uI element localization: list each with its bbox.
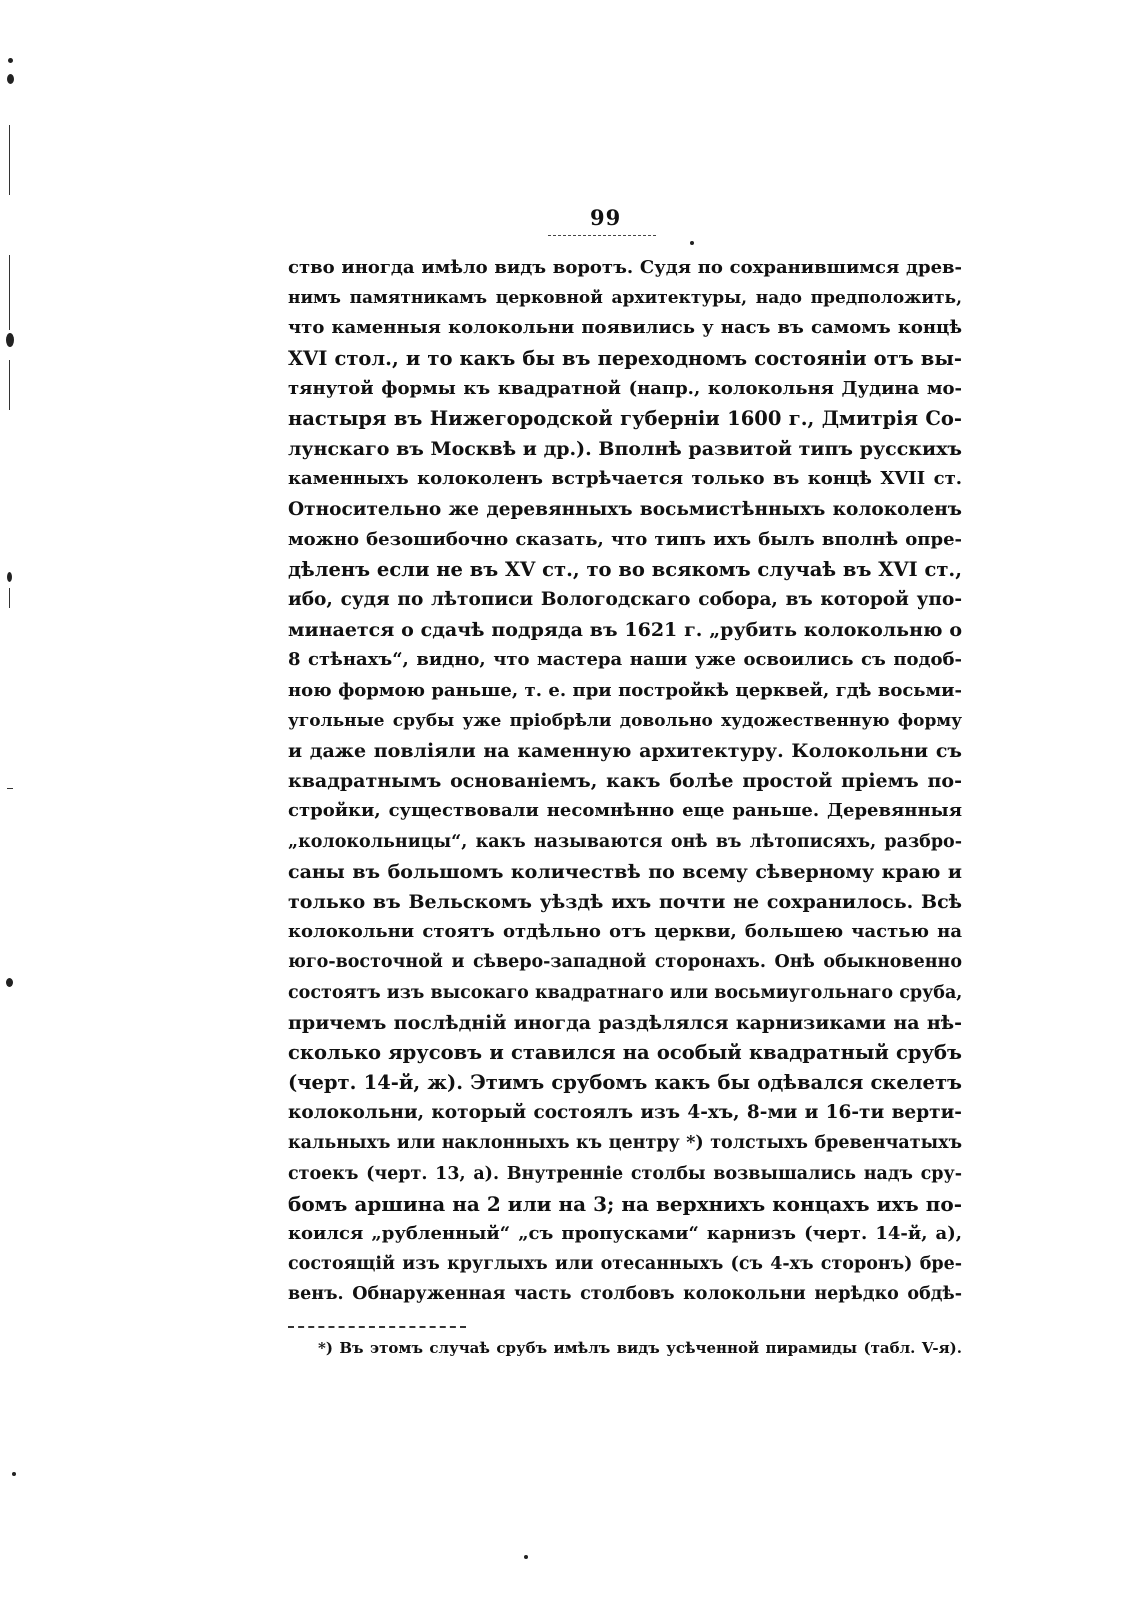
text-line: стоекъ (черт. 13, а). Внутренніе столбы возвышались надъ сру- [288,1163,962,1184]
text-line: колокольни, который состоялъ изъ 4-хъ, 8-ми и 16-ти верти- [288,1102,962,1124]
text-line: коился „рубленный“ „съ пропусками“ карнизъ (черт. 14-й, а), [288,1223,962,1244]
text-line: саны въ большомъ количествѣ по всему сѣверному краю и [288,860,962,883]
scan-speck [690,241,694,245]
scan-speck [12,1472,16,1476]
page-number-rule [548,235,656,236]
text-line: юго-восточной и сѣверо-западной сторонахъ. Онѣ обыкновенно [288,952,962,973]
text-line: ибо, судя по лѣтописи Вологодскаго собора, въ которой упо- [288,589,962,611]
text-line: Относительно же деревянныхъ восьмистѣнныхъ колоколенъ [288,498,962,520]
text-line: состоятъ изъ высокаго квадратнаго или восьмиугольнаго сруба, [288,982,963,1003]
body-text [288,253,962,1310]
scan-speck [8,58,13,63]
text-line: минается о сдачѣ подряда въ 1621 г. „рубить колокольню о [288,619,962,642]
text-line: угольные срубы уже пріобрѣли довольно художественную форму [288,710,962,731]
scan-speck [6,978,13,987]
text-line: стройки, существовали несомнѣнно еще раньше. Деревянныя [288,800,962,822]
scan-margin-line [7,788,13,789]
text-line: сколько ярусовъ и ставился на особый квадратный срубъ [288,1040,962,1064]
page-number: 99 [590,205,622,230]
scan-margin-line [9,588,10,608]
scan-speck [7,572,12,582]
footnote: *) Въ этомъ случаѣ срубъ имѣлъ видъ усѣченной пирамиды (табл. V-я). [318,1339,962,1357]
text-line: бомъ аршина на 2 или на 3; на верхнихъ концахъ ихъ по- [288,1191,962,1216]
text-line: XVI стол., и то какъ бы въ переходномъ состояніи отъ вы- [288,346,962,370]
text-line: ство иногда имѣло видъ воротъ. Судя по сохранившимся древ- [288,257,962,278]
scan-margin-line [9,125,10,195]
text-line: можно безошибочно сказать, что типъ ихъ былъ вполнѣ опре- [288,528,962,550]
text-line: венъ. Обнаруженная часть столбовъ колокольни нерѣдко обдѣ- [288,1284,962,1305]
text-line: что каменныя колокольни появились у насъ въ самомъ концѣ [288,317,962,339]
text-line: колокольни стоятъ отдѣльно отъ церкви, большею частью на [288,921,962,943]
text-line: ною формою раньше, т. е. при постройкѣ церквей, гдѣ восьми- [288,679,962,701]
scan-speck [6,333,14,347]
text-line: (черт. 14-й, ж). Этимъ срубомъ какъ бы одѣвался скелетъ [288,1071,962,1095]
text-line: причемъ послѣдній иногда раздѣлялся карнизиками на нѣ- [288,1011,962,1034]
scan-speck [7,74,14,84]
text-line: состоящій изъ круглыхъ или отесанныхъ (съ 4-хъ сторонъ) бре- [288,1254,962,1275]
text-line: тянутой формы къ квадратной (напр., колокольня Дудина мо- [288,377,962,399]
scan-speck [524,1555,528,1559]
footnote-rule [288,1326,466,1328]
scan-margin-line [9,255,10,330]
text-line: каменныхъ колоколенъ встрѣчается только въ концѣ XVII ст. [288,468,962,490]
text-line: лунскаго въ Москвѣ и др.). Вполнѣ развитой типъ русскихъ [288,438,962,461]
text-line: кальныхъ или наклонныхъ къ центру *) толстыхъ бревенчатыхъ [288,1133,962,1154]
text-line: „колокольницы“, какъ называются онѣ въ лѣтописяхъ, разбро- [288,831,962,852]
text-line: и даже повліяли на каменную архитектуру. Колокольни съ [288,740,962,762]
scan-margin-line [9,360,10,410]
text-line: настыря въ Нижегородской губерніи 1600 г., Дмитрія Со- [288,406,962,430]
text-line: квадратнымъ основаніемъ, какъ болѣе простой пріемъ по- [288,770,962,793]
text-line: нимъ памятникамъ церковной архитектуры, надо предположить, [288,288,962,309]
text-line: 8 стѣнахъ“, видно, что мастера наши уже освоились съ подоб- [288,649,962,671]
text-line: дѣленъ если не въ XV ст., то во всякомъ случаѣ въ XVI ст., [288,557,962,581]
text-line: только въ Вельскомъ уѣздѣ ихъ почти не сохранилось. Всѣ [288,890,962,913]
